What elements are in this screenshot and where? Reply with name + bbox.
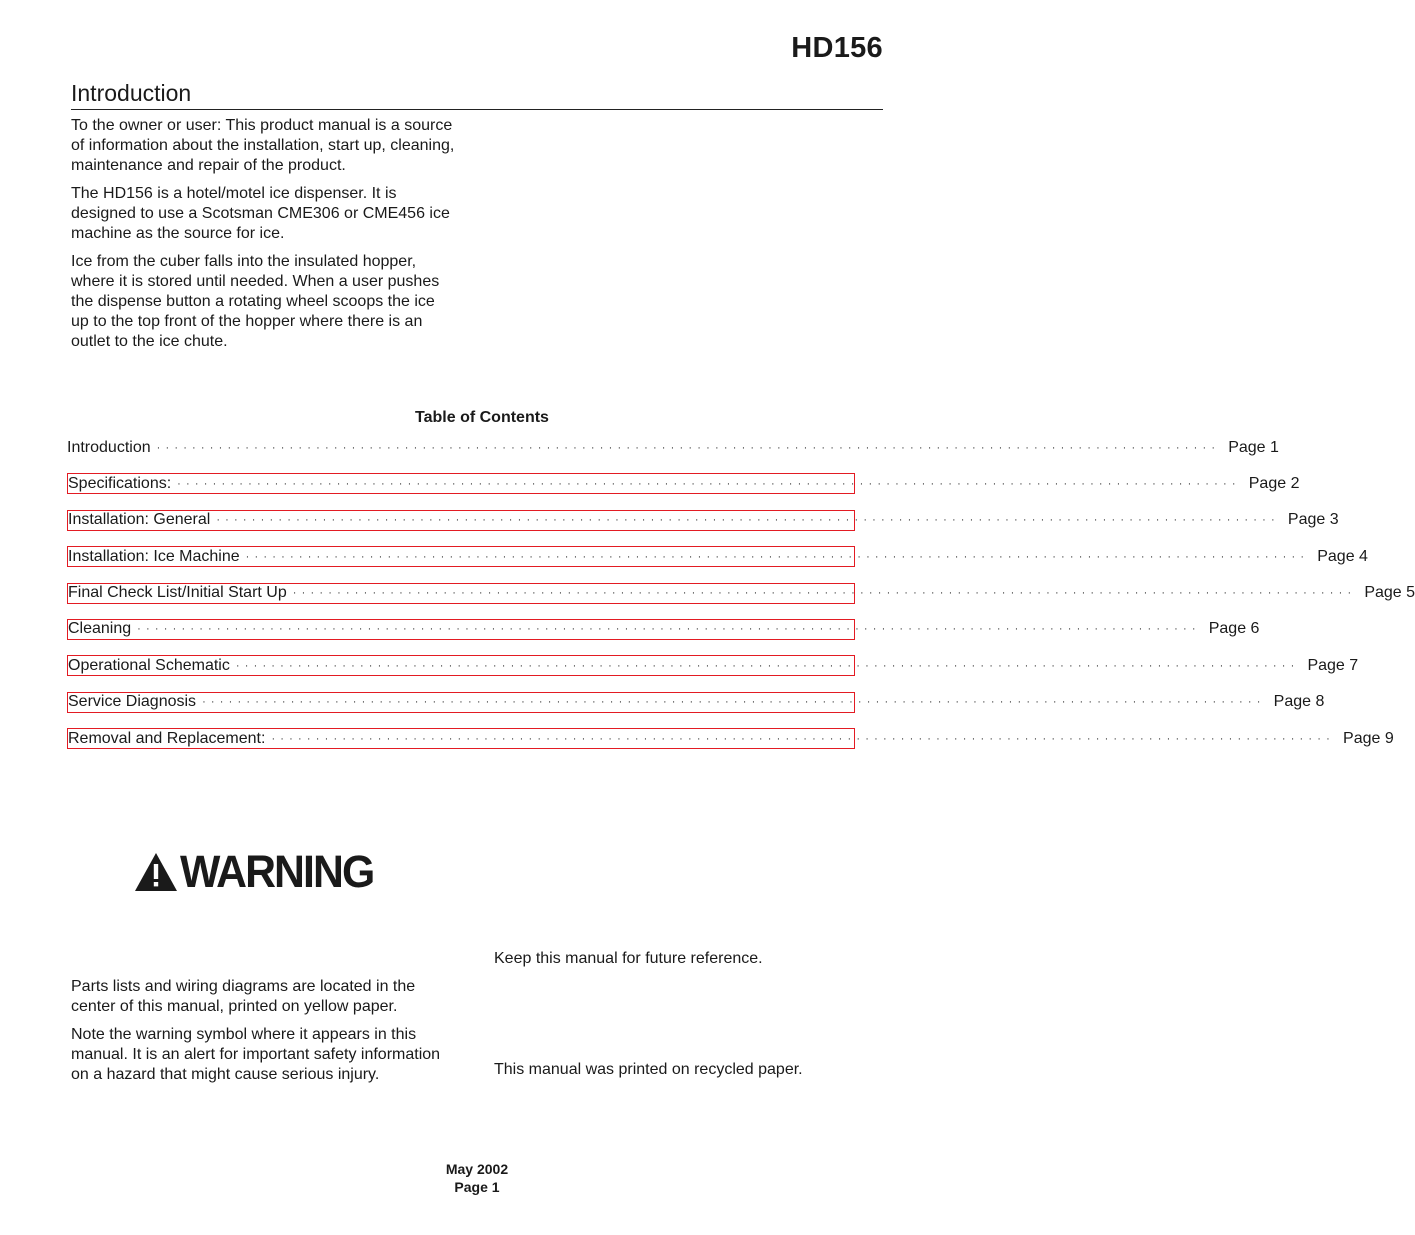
toc-title: Table of Contents bbox=[415, 409, 549, 426]
toc-link-cleaning[interactable] bbox=[67, 619, 1260, 640]
model-number: HD156 bbox=[791, 32, 883, 64]
toc-entry-label: Service Diagnosis bbox=[68, 693, 197, 711]
warning-label: WARNING bbox=[180, 846, 374, 897]
warning-banner bbox=[134, 846, 384, 897]
toc-entry-label: Installation: Ice Machine bbox=[68, 547, 240, 565]
toc-entry-label: Final Check List/Initial Start Up bbox=[68, 584, 287, 602]
toc-link-installation-ice-machine[interactable] bbox=[67, 546, 1368, 567]
notes-left bbox=[71, 977, 455, 1093]
toc-link-service-diagnosis[interactable] bbox=[67, 692, 1325, 713]
toc-entry-label: Specifications: bbox=[68, 474, 172, 492]
toc-leader-dots: ························································································································ bbox=[202, 696, 1266, 709]
toc-entry-label: Introduction bbox=[67, 438, 151, 456]
toc-link-specifications[interactable] bbox=[67, 473, 1300, 494]
toc-entry-label: Installation: General bbox=[68, 511, 211, 529]
intro-paragraph: The HD156 is a hotel/motel ice dispenser. It is designed to use a Scotsman CME306 or CME456 ice machine as the source for ice. bbox=[71, 185, 450, 242]
toc-leader-dots: ························································································································ bbox=[271, 732, 1336, 745]
footer-page-number: Page 1 bbox=[454, 1179, 500, 1195]
page-footer bbox=[0, 1160, 954, 1196]
table-of-contents bbox=[67, 437, 1415, 765]
toc-entry-label: Removal and Replacement: bbox=[68, 729, 266, 747]
toc-entry-page: Page 4 bbox=[1317, 547, 1368, 565]
toc-leader-dots: ························································································································ bbox=[156, 441, 1221, 454]
toc-entry-page: Page 3 bbox=[1287, 511, 1339, 529]
toc-entry-label: Operational Schematic bbox=[68, 656, 230, 674]
toc-leader-dots: ························································································································ bbox=[292, 587, 1357, 600]
note-paragraph: Parts lists and wiring diagrams are located in the center of this manual, printed on yellow paper. bbox=[71, 978, 416, 1015]
note-paragraph: Note the warning symbol where it appears in this manual. It is an alert for important safety information on a hazard that might cause serious injury. bbox=[71, 1026, 441, 1083]
toc-entry-introduction bbox=[67, 437, 1279, 458]
note-keep-manual: Keep this manual for future reference. bbox=[494, 950, 763, 967]
toc-entry-page: Page 1 bbox=[1228, 438, 1279, 456]
footer-date: May 2002 bbox=[445, 1161, 509, 1177]
toc-link-final-check-list[interactable] bbox=[67, 583, 1415, 604]
toc-entry-page: Page 6 bbox=[1208, 620, 1260, 638]
intro-text bbox=[71, 116, 455, 360]
toc-leader-dots: ························································································································ bbox=[177, 477, 1241, 490]
toc-leader-dots: ························································································································ bbox=[245, 550, 1310, 563]
toc-entry-label: Cleaning bbox=[68, 620, 132, 638]
intro-paragraph: To the owner or user: This product manual is a source of information about the installation, start up, cleaning, maintenance and repair of the product. bbox=[71, 117, 455, 174]
toc-link-installation-general[interactable] bbox=[67, 510, 1339, 531]
toc-entry-page: Page 7 bbox=[1307, 656, 1359, 674]
toc-entry-page: Page 2 bbox=[1248, 474, 1300, 492]
toc-link-operational-schematic[interactable] bbox=[67, 655, 1359, 676]
toc-link-removal-and-replacement[interactable] bbox=[67, 728, 1394, 749]
toc-entry-page: Page 5 bbox=[1364, 584, 1415, 602]
toc-entry-page: Page 8 bbox=[1273, 693, 1325, 711]
note-recycled-paper: This manual was printed on recycled paper. bbox=[494, 1061, 803, 1078]
toc-entry-page: Page 9 bbox=[1343, 729, 1394, 747]
toc-leader-dots: ························································································································ bbox=[137, 623, 1201, 636]
intro-paragraph: Ice from the cuber falls into the insulated hopper, where it is stored until needed. When a user pushes the dispense button a rotating wheel scoops the ice up to the top front of the hopper where there is an outlet to the ice chute. bbox=[71, 253, 440, 350]
warning-triangle-icon bbox=[134, 852, 178, 892]
section-title: Introduction bbox=[71, 80, 883, 110]
toc-leader-dots: ························································································································ bbox=[216, 514, 1280, 527]
toc-leader-dots: ························································································································ bbox=[235, 659, 1300, 672]
